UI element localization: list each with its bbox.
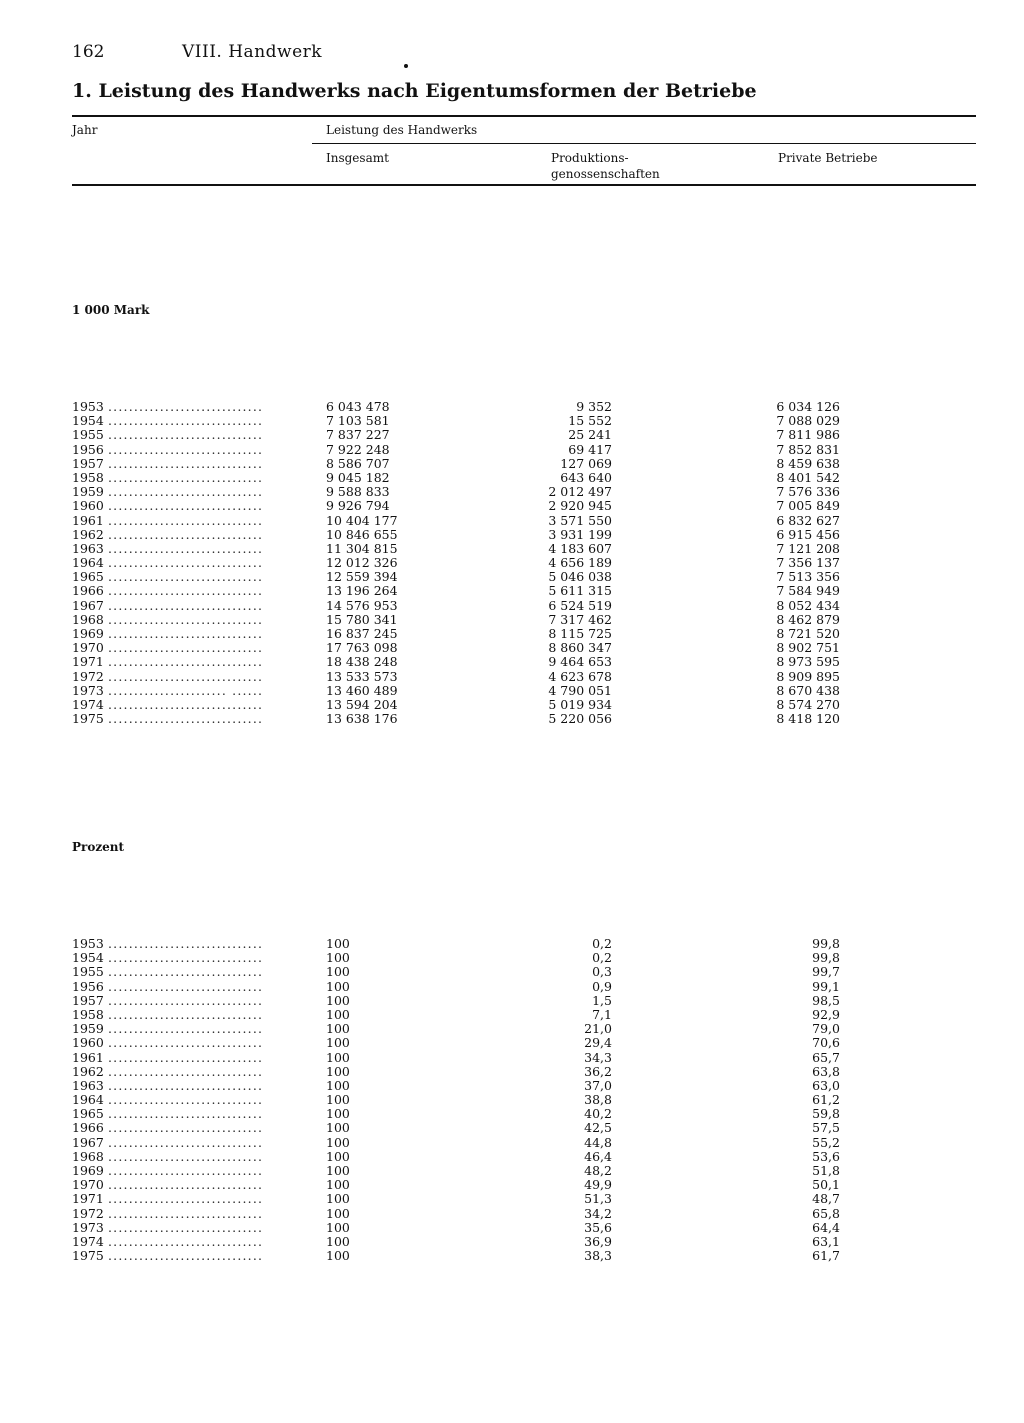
year-cell: 1967 <box>72 1134 104 1150</box>
private-cell: 7 576 336 <box>776 484 840 500</box>
leader-dots: .............................. <box>108 1249 264 1264</box>
prod-cell: 49,9 <box>584 1177 612 1193</box>
table-row <box>72 1221 872 1235</box>
leader-dots: .............................. <box>108 951 264 966</box>
section-label-percent: Prozent <box>72 840 125 854</box>
table-row <box>72 994 872 1008</box>
private-cell: 99,8 <box>812 950 840 966</box>
private-cell: 8 670 438 <box>776 682 840 698</box>
private-cell: 63,8 <box>812 1063 840 1079</box>
table-row <box>72 556 872 570</box>
total-cell: 100 <box>326 1219 350 1235</box>
total-cell: 9 588 833 <box>326 484 390 500</box>
total-cell: 100 <box>326 1006 350 1022</box>
table-row <box>72 1051 872 1065</box>
table-row <box>72 1207 872 1221</box>
header-rule-top <box>72 115 976 117</box>
total-cell: 14 576 953 <box>326 597 398 613</box>
prod-cell: 3 931 199 <box>548 526 612 542</box>
prod-cell: 38,8 <box>584 1092 612 1108</box>
year-cell: 1956 <box>72 441 104 457</box>
prod-cell: 9 352 <box>576 399 612 414</box>
leader-dots: .............................. <box>108 937 264 951</box>
year-cell: 1972 <box>72 668 104 684</box>
year-cell: 1954 <box>72 413 104 429</box>
total-cell: 7 103 581 <box>326 413 390 429</box>
leader-dots: .............................. <box>108 513 264 528</box>
leader-dots: .............................. <box>108 965 264 980</box>
total-cell: 100 <box>326 1049 350 1065</box>
private-cell: 7 584 949 <box>776 583 840 599</box>
total-cell: 100 <box>326 1092 350 1108</box>
total-cell: 100 <box>326 1163 350 1178</box>
table-row <box>72 1178 872 1192</box>
prod-cell: 34,2 <box>584 1205 612 1221</box>
prod-cell: 42,5 <box>584 1120 612 1136</box>
private-cell: 8 973 595 <box>776 654 840 670</box>
total-cell: 17 763 098 <box>326 640 398 656</box>
table-row <box>72 584 872 598</box>
total-cell: 100 <box>326 1248 350 1264</box>
private-cell: 61,2 <box>812 1092 840 1108</box>
leader-dots: .............................. <box>108 442 264 457</box>
private-cell: 98,5 <box>812 992 840 1008</box>
table-row <box>72 1036 872 1050</box>
header-total: Insgesamt <box>326 151 389 165</box>
table-row <box>72 499 872 513</box>
table-row <box>72 712 872 726</box>
prod-cell: 51,3 <box>584 1191 612 1207</box>
year-cell: 1960 <box>72 1035 104 1051</box>
table-row <box>72 471 872 485</box>
leader-dots: .............................. <box>108 470 264 485</box>
year-cell: 1957 <box>72 455 104 471</box>
leader-dots: .............................. <box>108 1093 264 1108</box>
year-cell: 1963 <box>72 1077 104 1093</box>
private-cell: 7 121 208 <box>776 540 840 556</box>
prod-cell: 6 524 519 <box>548 597 612 613</box>
leader-dots: .............................. <box>108 584 264 599</box>
prod-cell: 25 241 <box>568 427 612 443</box>
leader-dots: .............................. <box>108 1192 264 1207</box>
year-cell: 1973 <box>72 1219 104 1235</box>
total-cell: 7 837 227 <box>326 427 390 443</box>
leader-dots: .............................. <box>108 1206 264 1221</box>
year-cell: 1953 <box>72 936 104 951</box>
table-row <box>72 684 872 698</box>
total-cell: 100 <box>326 1063 350 1079</box>
prod-cell: 36,9 <box>584 1233 612 1249</box>
leader-dots: .............................. <box>108 655 264 670</box>
table-row <box>72 1136 872 1150</box>
table-row <box>72 443 872 457</box>
table-row <box>72 980 872 994</box>
total-cell: 100 <box>326 1120 350 1136</box>
leader-dots: .............................. <box>108 1107 264 1122</box>
table-row <box>72 1164 872 1178</box>
private-cell: 8 909 895 <box>776 668 840 684</box>
prod-cell: 48,2 <box>584 1163 612 1178</box>
year-cell: 1975 <box>72 1248 104 1264</box>
prod-cell: 1,5 <box>592 992 612 1008</box>
year-cell: 1971 <box>72 654 104 670</box>
private-cell: 7 356 137 <box>776 555 840 571</box>
total-cell: 100 <box>326 1177 350 1193</box>
prod-cell: 38,3 <box>584 1248 612 1264</box>
private-cell: 79,0 <box>812 1021 840 1037</box>
prod-cell: 35,6 <box>584 1219 612 1235</box>
prod-cell: 4 790 051 <box>548 682 612 698</box>
year-cell: 1973 <box>72 682 104 698</box>
mark-table <box>72 400 872 726</box>
table-row <box>72 400 872 414</box>
leader-dots: .............................. <box>108 1220 264 1235</box>
year-cell: 1965 <box>72 1106 104 1122</box>
table-row <box>72 1008 872 1022</box>
leader-dots: .............................. <box>108 1050 264 1065</box>
table-row <box>72 951 872 965</box>
private-cell: 6 034 126 <box>776 399 840 414</box>
prod-cell: 0,3 <box>592 964 612 980</box>
total-cell: 6 043 478 <box>326 399 390 414</box>
private-cell: 48,7 <box>812 1191 840 1207</box>
total-cell: 11 304 815 <box>326 540 398 556</box>
total-cell: 10 846 655 <box>326 526 398 542</box>
prod-cell: 7,1 <box>592 1006 612 1022</box>
leader-dots: .............................. <box>108 499 264 514</box>
prod-cell: 5 611 315 <box>548 583 612 599</box>
total-cell: 100 <box>326 964 350 980</box>
private-cell: 8 459 638 <box>776 455 840 471</box>
prod-cell: 21,0 <box>584 1021 612 1037</box>
leader-dots: .............................. <box>108 541 264 556</box>
prod-cell: 44,8 <box>584 1134 612 1150</box>
year-cell: 1955 <box>72 964 104 980</box>
private-cell: 8 574 270 <box>776 696 840 712</box>
year-cell: 1963 <box>72 540 104 556</box>
total-cell: 18 438 248 <box>326 654 398 670</box>
private-cell: 53,6 <box>812 1148 840 1164</box>
table-title: 1. Leistung des Handwerks nach Eigentumsformen der Betriebe <box>72 80 757 102</box>
header-prod-line2: genossenschaften <box>551 167 660 181</box>
header-year: Jahr <box>72 123 98 137</box>
running-head: VIII. Handwerk <box>182 42 323 62</box>
year-cell: 1958 <box>72 1006 104 1022</box>
leader-dots: .............................. <box>108 712 264 727</box>
total-cell: 100 <box>326 1077 350 1093</box>
prod-cell: 5 046 038 <box>548 569 612 585</box>
leader-dots: .............................. <box>108 1135 264 1150</box>
private-cell: 6 832 627 <box>776 512 840 528</box>
table-row <box>72 655 872 669</box>
prod-cell: 37,0 <box>584 1077 612 1093</box>
table-row <box>72 1065 872 1079</box>
year-cell: 1970 <box>72 1177 104 1193</box>
total-cell: 100 <box>326 1021 350 1037</box>
leader-dots: .............................. <box>108 598 264 613</box>
table-row <box>72 698 872 712</box>
private-cell: 65,8 <box>812 1205 840 1221</box>
private-cell: 55,2 <box>812 1134 840 1150</box>
leader-dots: .............................. <box>108 627 264 641</box>
leader-dots: .............................. <box>108 641 264 656</box>
year-cell: 1958 <box>72 469 104 485</box>
table-row <box>72 670 872 684</box>
leader-dots: .............................. <box>108 979 264 994</box>
total-cell: 13 533 573 <box>326 668 398 684</box>
private-cell: 65,7 <box>812 1049 840 1065</box>
leader-dots: .............................. <box>108 612 264 627</box>
prod-cell: 9 464 653 <box>548 654 612 670</box>
leader-dots: .............................. <box>108 1064 264 1079</box>
year-cell: 1974 <box>72 696 104 712</box>
table-row <box>72 1192 872 1206</box>
private-cell: 51,8 <box>812 1163 840 1178</box>
prod-cell: 29,4 <box>584 1035 612 1051</box>
private-cell: 8 401 542 <box>776 469 840 485</box>
header-rule-bottom <box>72 184 976 186</box>
year-cell: 1966 <box>72 583 104 599</box>
total-cell: 7 922 248 <box>326 441 390 457</box>
year-cell: 1971 <box>72 1191 104 1207</box>
private-cell: 8 052 434 <box>776 597 840 613</box>
private-cell: 8 418 120 <box>776 711 840 727</box>
header-prod-line1: Produktions- <box>551 151 629 165</box>
leader-dots: .............................. <box>108 1121 264 1136</box>
total-cell: 100 <box>326 978 350 994</box>
private-cell: 50,1 <box>812 1177 840 1193</box>
table-row <box>72 965 872 979</box>
private-cell: 92,9 <box>812 1006 840 1022</box>
private-cell: 8 902 751 <box>776 640 840 656</box>
private-cell: 70,6 <box>812 1035 840 1051</box>
private-cell: 59,8 <box>812 1106 840 1122</box>
table-row <box>72 414 872 428</box>
total-cell: 9 045 182 <box>326 469 390 485</box>
table-row <box>72 457 872 471</box>
table-row <box>72 428 872 442</box>
year-cell: 1966 <box>72 1120 104 1136</box>
private-cell: 7 811 986 <box>776 427 840 443</box>
total-cell: 13 460 489 <box>326 682 398 698</box>
table-row <box>72 1079 872 1093</box>
leader-dots: .............................. <box>108 428 264 443</box>
year-cell: 1974 <box>72 1233 104 1249</box>
total-cell: 16 837 245 <box>326 626 398 641</box>
table-row <box>72 485 872 499</box>
prod-cell: 0,9 <box>592 978 612 994</box>
leader-dots: ....................... ...... <box>108 683 264 698</box>
total-cell: 15 780 341 <box>326 611 398 627</box>
table-row <box>72 570 872 584</box>
private-cell: 57,5 <box>812 1120 840 1136</box>
prod-cell: 4 183 607 <box>548 540 612 556</box>
private-cell: 7 088 029 <box>776 413 840 429</box>
private-cell: 99,1 <box>812 978 840 994</box>
year-cell: 1961 <box>72 512 104 528</box>
year-cell: 1970 <box>72 640 104 656</box>
leader-dots: .............................. <box>108 1178 264 1193</box>
leader-dots: .............................. <box>108 1078 264 1093</box>
table-row <box>72 1093 872 1107</box>
year-cell: 1964 <box>72 555 104 571</box>
year-cell: 1959 <box>72 484 104 500</box>
prod-cell: 46,4 <box>584 1148 612 1164</box>
private-cell: 99,7 <box>812 964 840 980</box>
percent-table <box>72 937 872 1263</box>
header-group: Leistung des Handwerks <box>326 123 478 137</box>
leader-dots: .............................. <box>108 570 264 585</box>
prod-cell: 5 019 934 <box>548 696 612 712</box>
private-cell: 8 721 520 <box>776 626 840 641</box>
private-cell: 7 513 356 <box>776 569 840 585</box>
table-row <box>72 542 872 556</box>
leader-dots: .............................. <box>108 1234 264 1249</box>
section-label-mark: 1 000 Mark <box>72 303 150 317</box>
private-cell: 63,0 <box>812 1077 840 1093</box>
leader-dots: .............................. <box>108 400 264 414</box>
private-cell: 61,7 <box>812 1248 840 1264</box>
year-cell: 1972 <box>72 1205 104 1221</box>
table-row <box>72 528 872 542</box>
prod-cell: 34,3 <box>584 1049 612 1065</box>
leader-dots: .............................. <box>108 414 264 429</box>
leader-dots: .............................. <box>108 556 264 571</box>
table-row <box>72 1150 872 1164</box>
header-private: Private Betriebe <box>778 151 878 165</box>
year-cell: 1962 <box>72 1063 104 1079</box>
prod-cell: 7 317 462 <box>548 611 612 627</box>
total-cell: 13 594 204 <box>326 696 398 712</box>
total-cell: 100 <box>326 1035 350 1051</box>
total-cell: 10 404 177 <box>326 512 398 528</box>
total-cell: 100 <box>326 1205 350 1221</box>
leader-dots: .............................. <box>108 527 264 542</box>
prod-cell: 5 220 056 <box>548 711 612 727</box>
header-rule-group <box>312 143 976 144</box>
prod-cell: 15 552 <box>568 413 612 429</box>
total-cell: 12 559 394 <box>326 569 398 585</box>
year-cell: 1955 <box>72 427 104 443</box>
table-row <box>72 514 872 528</box>
year-cell: 1960 <box>72 498 104 514</box>
table-row <box>72 641 872 655</box>
total-cell: 100 <box>326 992 350 1008</box>
prod-cell: 8 860 347 <box>548 640 612 656</box>
private-cell: 99,8 <box>812 936 840 951</box>
prod-cell: 40,2 <box>584 1106 612 1122</box>
total-cell: 100 <box>326 1233 350 1249</box>
total-cell: 100 <box>326 1191 350 1207</box>
page-number: 162 <box>72 42 105 62</box>
leader-dots: .............................. <box>108 993 264 1008</box>
year-cell: 1961 <box>72 1049 104 1065</box>
prod-cell: 8 115 725 <box>548 626 612 641</box>
year-cell: 1959 <box>72 1021 104 1037</box>
table-row <box>72 613 872 627</box>
private-cell: 7 852 831 <box>776 441 840 457</box>
bullet-mark <box>404 64 408 68</box>
total-cell: 13 196 264 <box>326 583 398 599</box>
private-cell: 6 915 456 <box>776 526 840 542</box>
total-cell: 13 638 176 <box>326 711 398 727</box>
total-cell: 8 586 707 <box>326 455 390 471</box>
leader-dots: .............................. <box>108 669 264 684</box>
prod-cell: 4 623 678 <box>548 668 612 684</box>
prod-cell: 643 640 <box>560 469 612 485</box>
table-row <box>72 627 872 641</box>
leader-dots: .............................. <box>108 1149 264 1164</box>
year-cell: 1965 <box>72 569 104 585</box>
prod-cell: 69 417 <box>568 441 612 457</box>
private-cell: 8 462 879 <box>776 611 840 627</box>
year-cell: 1969 <box>72 626 104 641</box>
prod-cell: 4 656 189 <box>548 555 612 571</box>
table-row <box>72 599 872 613</box>
leader-dots: .............................. <box>108 485 264 500</box>
table-row <box>72 1121 872 1135</box>
year-cell: 1962 <box>72 526 104 542</box>
prod-cell: 36,2 <box>584 1063 612 1079</box>
private-cell: 64,4 <box>812 1219 840 1235</box>
year-cell: 1954 <box>72 950 104 966</box>
table-row <box>72 937 872 951</box>
leader-dots: .............................. <box>108 1007 264 1022</box>
header-prod <box>551 150 660 182</box>
year-cell: 1975 <box>72 711 104 727</box>
prod-cell: 0,2 <box>592 936 612 951</box>
table-row <box>72 1235 872 1249</box>
prod-cell: 2 920 945 <box>548 498 612 514</box>
total-cell: 12 012 326 <box>326 555 398 571</box>
table-row <box>72 1022 872 1036</box>
total-cell: 100 <box>326 1134 350 1150</box>
year-cell: 1968 <box>72 611 104 627</box>
leader-dots: .............................. <box>108 1164 264 1178</box>
year-cell: 1967 <box>72 597 104 613</box>
year-cell: 1969 <box>72 1163 104 1178</box>
total-cell: 100 <box>326 1148 350 1164</box>
prod-cell: 127 069 <box>560 455 612 471</box>
year-cell: 1953 <box>72 399 104 414</box>
leader-dots: .............................. <box>108 456 264 471</box>
private-cell: 7 005 849 <box>776 498 840 514</box>
leader-dots: .............................. <box>108 1022 264 1037</box>
year-cell: 1968 <box>72 1148 104 1164</box>
prod-cell: 0,2 <box>592 950 612 966</box>
total-cell: 100 <box>326 1106 350 1122</box>
leader-dots: .............................. <box>108 1036 264 1051</box>
total-cell: 100 <box>326 950 350 966</box>
total-cell: 100 <box>326 936 350 951</box>
prod-cell: 3 571 550 <box>548 512 612 528</box>
year-cell: 1957 <box>72 992 104 1008</box>
year-cell: 1956 <box>72 978 104 994</box>
private-cell: 63,1 <box>812 1233 840 1249</box>
year-cell: 1964 <box>72 1092 104 1108</box>
prod-cell: 2 012 497 <box>548 484 612 500</box>
table-row <box>72 1107 872 1121</box>
leader-dots: .............................. <box>108 697 264 712</box>
table-row <box>72 1249 872 1263</box>
total-cell: 9 926 794 <box>326 498 390 514</box>
